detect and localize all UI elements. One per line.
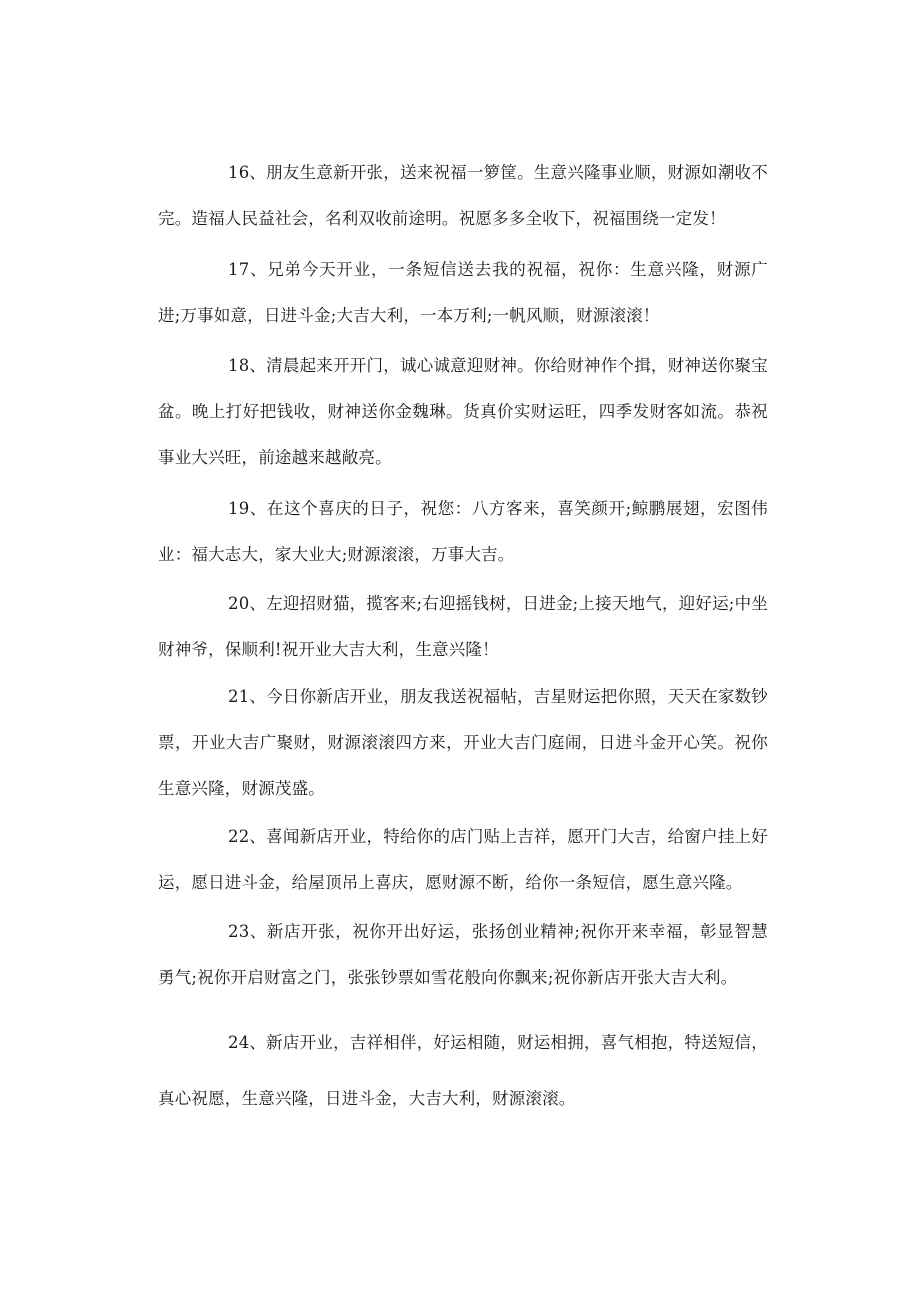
paragraph-18: 18、清晨起来开开门，诚心诚意迎财神。你给财神作个揖，财神送你聚宝盆。晚上打好把钱收，财神送你金魏琳。货真价实财运旺，四季发财客如流。恭祝事业大兴旺，前途越来越敞亮。 <box>158 356 768 467</box>
paragraph-20: 20、左迎招财猫，揽客来;右迎摇钱树，日进金;上接天地气，迎好运;中坐财神爷，保顺利!祝开业大吉大利，生意兴隆！ <box>158 594 768 659</box>
paragraph-21: 21、今日你新店开业，朋友我送祝福帖，吉星财运把你照，天天在家数钞票，开业大吉广聚财，财源滚滚四方来，开业大吉门庭闹，日进斗金开心笑。祝你生意兴隆，财源茂盛。 <box>158 687 768 798</box>
paragraph-24: 24、新店开业，吉祥相伴，好运相随，财运相拥，喜气相抱，特送短信，真心祝愿，生意兴隆，日进斗金，大吉大利，财源滚滚。 <box>158 1033 768 1108</box>
paragraph-17: 17、兄弟今天开业，一条短信送去我的祝福，祝你：生意兴隆，财源广进;万事如意，日进斗金;大吉大利，一本万利;一帆风顺，财源滚滚！ <box>158 260 768 325</box>
paragraph-22: 22、喜闻新店开业，特给你的店门贴上吉祥，愿开门大吉，给窗户挂上好运，愿日进斗金，给屋顶吊上喜庆，愿财源不断，给你一条短信，愿生意兴隆。 <box>158 827 768 892</box>
paragraph-19: 19、在这个喜庆的日子，祝您：八方客来，喜笑颜开;鲸鹏展翅，宏图伟业：福大志大，家大业大;财源滚滚，万事大吉。 <box>158 499 768 564</box>
paragraph-16: 16、朋友生意新开张，送来祝福一箩筐。生意兴隆事业顺，财源如潮收不完。造福人民益社会，名利双收前途明。祝愿多多全收下，祝福围绕一定发！ <box>158 163 768 228</box>
paragraph-23: 23、新店开张，祝你开出好运，张扬创业精神;祝你开来幸福，彰显智慧勇气;祝你开启财富之门，张张钞票如雪花般向你飘来;祝你新店开张大吉大利。 <box>158 922 768 987</box>
